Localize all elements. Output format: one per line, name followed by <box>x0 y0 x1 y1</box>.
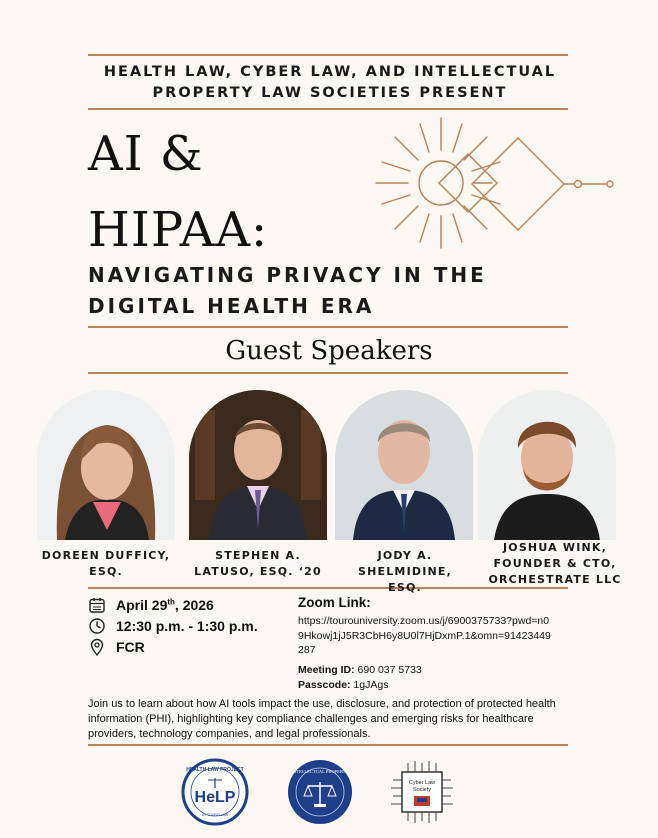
cyber-logo-line-2: Society <box>412 787 432 793</box>
speaker-4-line-1: JOSHUA WINK, <box>502 541 608 554</box>
cyber-logo-line-1: Cyber Law <box>408 780 436 786</box>
title-line-1: AI & <box>88 126 204 182</box>
cyber-law-society-logo <box>388 758 456 826</box>
speaker-3-line-2: ESQ. <box>388 581 422 594</box>
event-date-year: , 2026 <box>174 597 214 613</box>
speaker-3-line-1: JODY A. SHELMIDINE, <box>357 549 452 578</box>
subtitle-rule <box>88 326 568 328</box>
speaker-4-line-2: FOUNDER & CTO, <box>493 557 617 570</box>
event-location: FCR <box>116 639 145 655</box>
meeting-id-value: 690 037 5733 <box>357 664 422 676</box>
ip-logo-text: INTELLECTUAL PROPERTY <box>291 769 349 774</box>
help-logo-bottom-text: AT TOURO LAW <box>201 813 229 817</box>
meeting-id <box>298 664 422 676</box>
event-subtitle <box>88 260 487 322</box>
event-time-row <box>88 617 258 635</box>
speaker-1-line-2: ESQ. <box>89 565 123 578</box>
zoom-link-url[interactable]: https://tourouniversity.zoom.us/j/6900375733?pwd=n09Hkowj1jJ5R3CbH6y8U0l7HjDxmP.1&omn=91423449287 <box>298 615 551 656</box>
speaker-2-line-1: STEPHEN A. <box>215 549 301 562</box>
meeting-id-label: Meeting ID: <box>298 664 355 676</box>
event-time: 12:30 p.m. - 1:30 p.m. <box>116 618 258 634</box>
help-logo-top-text: HEALTH LAW PROJECT <box>186 767 244 773</box>
speaker-photo-2 <box>189 390 327 540</box>
speaker-1-line-1: DOREEN DUFFICY, <box>41 549 171 562</box>
event-date-row <box>88 596 214 614</box>
calendar-icon <box>88 596 106 614</box>
speaker-2-line-2: LATUSO, ESQ. ‘20 <box>194 565 322 578</box>
sun-diamond-decoration <box>368 110 630 260</box>
speaker-name-4 <box>480 540 630 588</box>
zoom-link-heading: Zoom Link: <box>298 595 371 610</box>
passcode-label: Passcode: <box>298 679 351 691</box>
speaker-photo-3 <box>335 390 473 540</box>
event-date <box>116 597 214 613</box>
speaker-name-3 <box>330 548 480 596</box>
header-line-1: HEALTH LAW, CYBER LAW, AND INTELLECTUAL <box>103 64 557 80</box>
title-line-2: HIPAA: <box>88 202 269 258</box>
subtitle-line-2: DIGITAL HEALTH ERA <box>88 294 375 318</box>
speaker-name-1 <box>30 548 182 580</box>
guest-rule <box>88 372 568 374</box>
description-rule <box>88 744 568 746</box>
help-logo <box>181 758 249 826</box>
clock-icon <box>88 617 106 635</box>
event-date-suffix: th <box>167 597 175 607</box>
speaker-4-line-3: ORCHESTRATE LLC <box>488 573 622 586</box>
guest-speakers-heading: Guest Speakers <box>225 336 433 366</box>
presenting-societies <box>60 62 600 104</box>
speaker-photo-1 <box>37 390 175 540</box>
passcode-value: 1gJAgs <box>353 679 389 691</box>
event-description: Join us to learn about how AI tools impact the use, disclosure, and protection of protected health information (PHI), highlighting key compliance challenges and emerging risks for healthcare providers, technology companies, and legal professionals. <box>88 698 556 740</box>
header-line-2: PROPERTY LAW SOCIETIES PRESENT <box>152 85 508 101</box>
speaker-photo-4 <box>478 390 616 540</box>
event-date-main: April 29 <box>116 597 168 613</box>
top-rule <box>88 54 568 56</box>
help-logo-main-text: HeLP <box>194 789 236 806</box>
speaker-name-2 <box>182 548 334 580</box>
passcode <box>298 679 388 691</box>
location-pin-icon <box>88 638 106 656</box>
event-location-row <box>88 638 145 656</box>
intellectual-property-logo <box>286 758 354 826</box>
subtitle-line-1: NAVIGATING PRIVACY IN THE <box>88 263 487 287</box>
